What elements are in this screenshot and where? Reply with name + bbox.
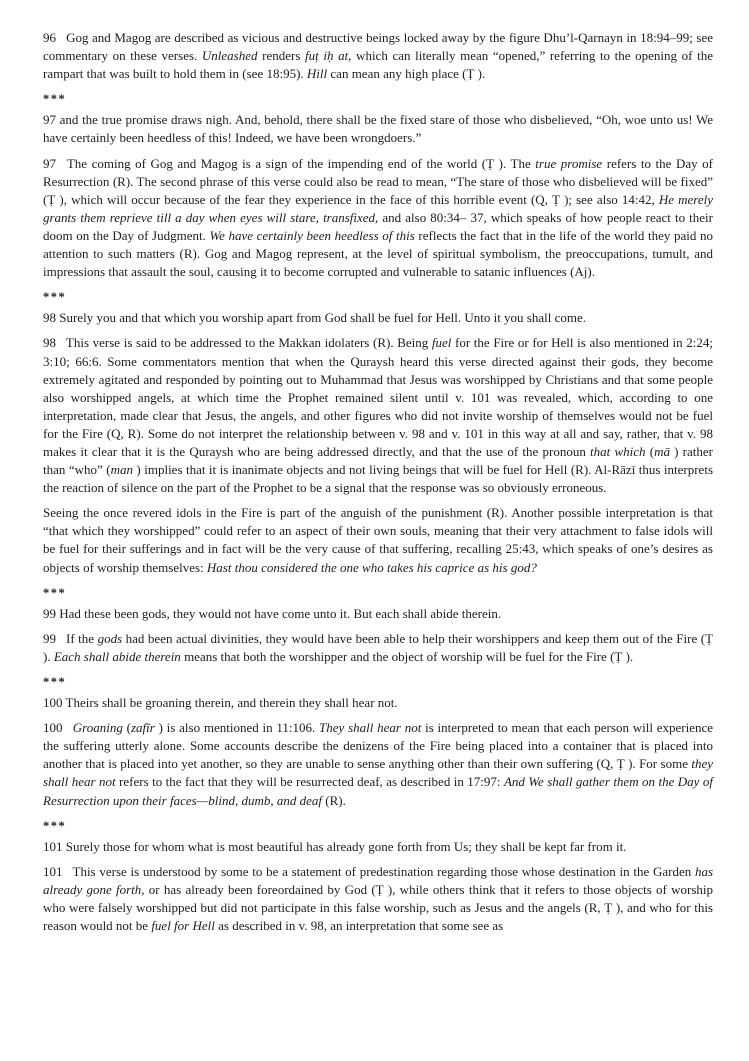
italic-run: fuṭ iḥ at, (305, 48, 352, 64)
verse-text-paragraph (43, 605, 713, 623)
commentary-paragraph (43, 334, 713, 497)
italic-run: true promise (535, 155, 603, 171)
text-run: which can literally mean “opened,” referring to the opening of the rampart that was built to hold them in (see 18:95). (43, 48, 713, 82)
page-content (43, 29, 713, 935)
text-run: Surely those for whom what is most beautiful has already gone forth from Us; they shall be kept far from it. (65, 838, 627, 854)
text-run: ) is also mentioned in 11:106. (154, 720, 320, 736)
italic-run: fuel for Hell (151, 918, 215, 934)
text-run: This verse is understood by some to be a statement of predestination regarding those whose destination in the Garden (72, 863, 695, 879)
verse-text-paragraph (43, 111, 713, 147)
verse-text-paragraph (43, 694, 713, 712)
commentary-paragraph (43, 29, 713, 83)
commentary-paragraph (43, 630, 713, 666)
verse-number: 101 (43, 838, 63, 854)
verse-number: 99 (43, 605, 56, 621)
section-separator: *** (43, 675, 67, 689)
text-run: for the Fire or for Hell is also mentioned in 2:24; 3:10; 66:6. Some commentators mention that when the Quraysh heard this verse directed against their gods, they become extremely agitated and responded by pointing out to Muhammad that Jesus was worshipped by Christians and that some people also worshipped angels, at which time the Prophet remained silent until v. 101 was revealed, which, according to one interpretation, made clear that Jesus, the angels, and other figures who did not invite worship of themselves would not be fuel for the Fire (Q, R). Some do not interpret the relationship between v. 98 and v. 101 in this way at all and say, rather, that v. 98 makes it clear that it is the Quraysh who are being addressed directly, and that the use of the pronoun (43, 335, 714, 459)
text-run: means that both the worshipper and the object of worship will be fuel for the Fire (Ṭ ). (180, 648, 634, 664)
text-run: ( (122, 720, 131, 736)
text-run: Had these been gods, they would not have come unto it. But each shall abide therein. (59, 605, 502, 621)
italic-run: zafīr (130, 720, 155, 736)
section-separator: *** (43, 585, 67, 600)
text-run: ) implies that it is inanimate objects and not living beings that will be fuel for Hell (R). Al-Rāzī thus interprets the reaction of silence on the part of the Prophet to be a signal that the response was so obviously erroneous. (43, 462, 714, 496)
commentary-paragraph (43, 863, 713, 935)
italic-run: fuel (431, 335, 452, 351)
verse-number: 96 (43, 30, 56, 45)
italic-run: And We shall gather them on the Day of Resurrection upon their faces—blind, dumb, and deaf (43, 774, 713, 808)
verse-number: 100 (43, 695, 63, 711)
verse-number: 97 (43, 112, 56, 128)
verse-number: 98 (43, 335, 56, 351)
text-run: The coming of Gog and Magog is a sign of the impending end of the world (Ṭ ). The (66, 155, 536, 171)
text-run: refers to the Day of Resurrection (R). The second phrase of this verse could also be read to mean, “The stare of those who disbelieved will be fixed” (Ṭ ), which will occur because of the fear they experience in the face of this horrible event (Q, Ṭ ); see also 14:42, (43, 155, 713, 207)
text-run: ( (645, 443, 655, 459)
text-run: This verse is said to be addressed to the Makkan idolaters (R). Being (65, 335, 432, 351)
text-run: ) rather than “who” ( (43, 443, 713, 478)
italic-run: man (110, 462, 133, 478)
commentary-paragraph (43, 155, 713, 282)
verse-number: 97 (43, 155, 56, 171)
text-run: (R). (322, 792, 346, 808)
text-run: as described in v. 98, an interpretation that some see as (214, 918, 504, 934)
verse-number: 101 (43, 863, 63, 879)
italic-run: has already gone forth, (43, 863, 713, 897)
verse-number: 100 (43, 720, 63, 736)
text-run: Surely you and that which you worship apart from God shall be fuel for Hell. Unto it you shall come. (59, 310, 587, 326)
section-separator: *** (43, 92, 67, 107)
italic-run: mā (654, 443, 670, 459)
verse-text-paragraph (43, 838, 713, 856)
italic-run: They shall hear not (319, 720, 422, 736)
italic-run: He merely grants them reprieve till a day when eyes will stare, transfixed, (43, 191, 713, 225)
text-run: had been actual divinities, they would have been able to help their worshippers and keep them out of the Fire (Ṭ ). (43, 630, 714, 664)
italic-run: gods (97, 630, 123, 646)
italic-run: Groaning (72, 720, 123, 736)
verse-text-paragraph (43, 309, 713, 327)
verse-number: 98 (43, 310, 56, 326)
italic-run: that which (590, 443, 646, 459)
text-run: renders (257, 48, 305, 64)
text-run: is interpreted to mean that each person will experience the suffering utterly alone. Some accounts describe the denizens of the Fire being placed into a container that is placed into another that is placed into yet another, so they are unable to sense anything other than their own suffering (Q, Ṭ ). For some (43, 720, 714, 772)
text-run: and also 80:34– 37, which speaks of how people react to their doom on the Day of Judgment. (43, 209, 713, 243)
text-run: can mean any high place (Ṭ ). (327, 66, 486, 82)
italic-run: Hast thou considered the one who takes his caprice as his god? (206, 559, 537, 575)
text-run: Seeing the once revered idols in the Fire is part of the anguish of the punishment (R). Another possible interpretation is that “that which they worshipped” could refer to an aspect of their own souls, meaning that their very attachment to false idols will be fuel for their sufferings and in fact will be the very cause of that suffering, recalling 25:43, which speaks of one’s desires as objects of worship themselves: (43, 505, 713, 575)
text-run: reflects the fact that in the life of the world they paid no attention to such matters (R). Gog and Magog represent, at the level of spiritual symbolism, the preoccupations, tumult, and impressions that assault the soul, causing it to become corrupted and vulnerable to satanic influences (Aj). (43, 227, 713, 280)
italic-run: We have certainly been heedless of this (209, 227, 415, 243)
text-run: Theirs shall be groaning therein, and therein they shall hear not. (65, 695, 398, 711)
text-run: If the (66, 630, 98, 646)
italic-run: Each shall abide therein (53, 648, 181, 664)
italic-run: they shall hear not (43, 756, 713, 790)
text-run: Gog and Magog are described as vicious and destructive beings locked away by the figure Dhu’l-Qarnayn in 18:94–99; see commentary on these verses. (43, 30, 713, 64)
text-run: or has already been foreordained by God (Ṭ ), while others think that it refers to those objects of worship who were falsely worshipped but did not participate in this false worship, such as Jesus and the angels (R, Ṭ ), and who for this reason would not be (43, 881, 713, 934)
section-separator: *** (43, 290, 67, 305)
text-run: and the true promise draws nigh. And, behold, there shall be the fixed stare of those who disbelieved, “Oh, woe unto us! We have certainly been heedless of this! Indeed, we have been wrongdoers.” (43, 112, 713, 146)
commentary-paragraph (43, 504, 713, 576)
verse-number: 99 (43, 630, 56, 646)
text-run: refers to the fact that they will be resurrected deaf, as described in 17:97: (115, 774, 504, 790)
commentary-paragraph (43, 719, 713, 809)
italic-run: Unleashed (201, 48, 258, 64)
italic-run: Hill (306, 66, 328, 82)
section-separator: *** (43, 818, 67, 833)
